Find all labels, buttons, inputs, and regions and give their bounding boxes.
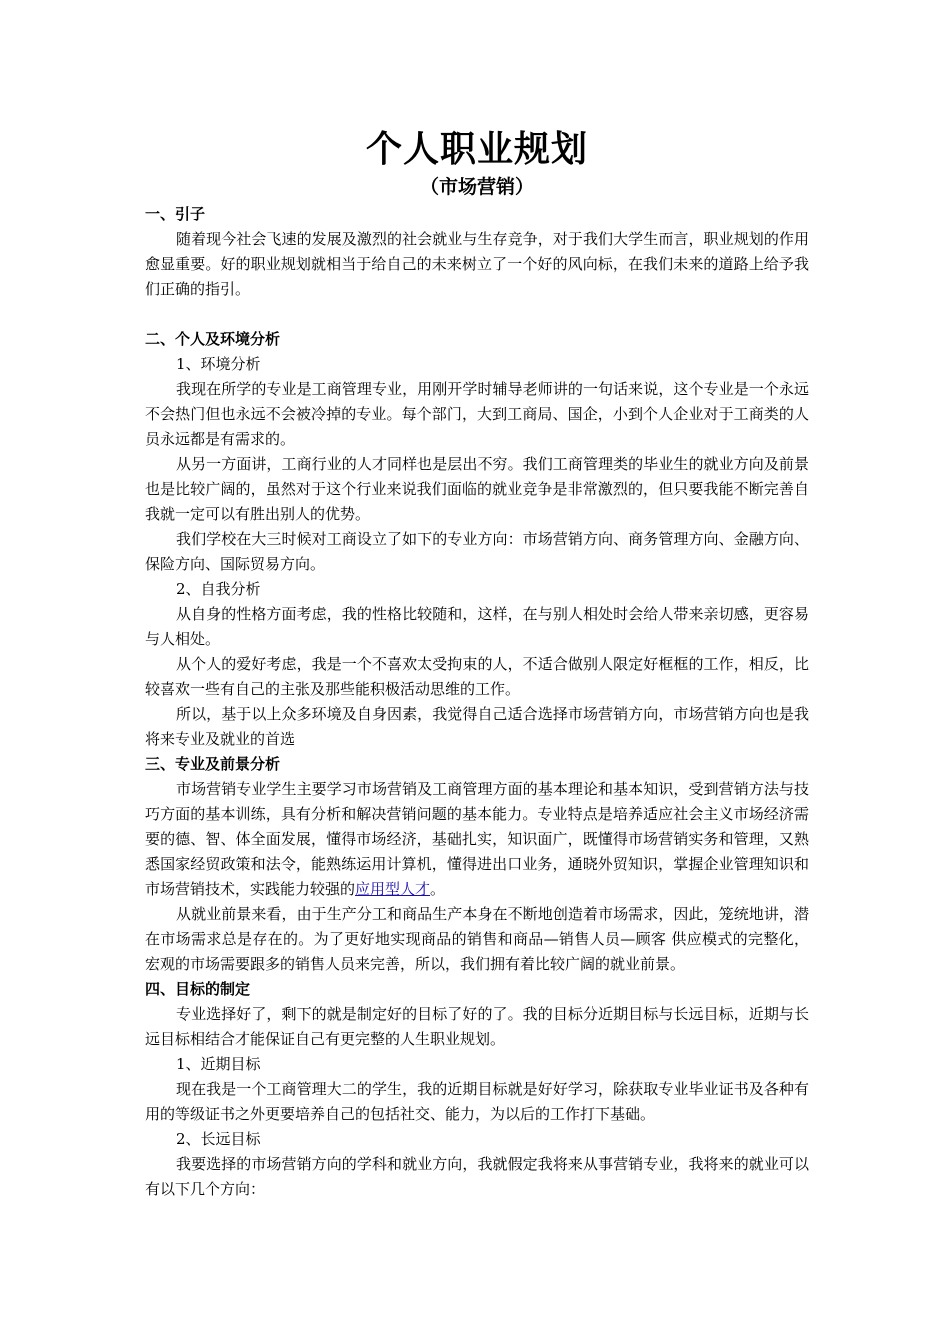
- subheading-self: 2、自我分析: [176, 580, 261, 598]
- applied-talent-link[interactable]: 应用型人才: [355, 880, 431, 898]
- goals-paragraph-3: 我要选择的市场营销方向的学科和就业方向，我就假定我将来从事营销专业，我将来的就业可以有以下几个方向：: [145, 1155, 809, 1198]
- subheading-environment: 1、环境分析: [176, 355, 261, 373]
- analysis-paragraph-4: 从自身的性格方面考虑，我的性格比较随和，这样，在与别人相处时会给人带来亲切感，更容易与人相处。: [145, 605, 809, 648]
- analysis-paragraph-6: 所以，基于以上众多环境及自身因素，我觉得自己适合选择市场营销方向，市场营销方向也是我将来专业及就业的首选: [145, 705, 809, 748]
- major-paragraph-1-text: 市场营销专业学生主要学习市场营销及工商管理方面的基本理论和基本知识，受到营销方法与技巧方面的基本训练，具有分析和解决营销问题的基本能力。专业特点是培养适应社会主义市场经济需要的德、智、体全面发展，懂得市场经济，基础扎实，知识面广，既懂得市场营销实务和管理，又熟悉国家经贸政策和法令，能熟练运用计算机，懂得进出口业务，通晓外贸知识，掌握企业管理知识和市场营销技术，实践能力较强的: [145, 780, 809, 898]
- analysis-paragraph-5: 从个人的爱好考虑，我是一个不喜欢太受拘束的人，不适合做别人限定好框框的工作，相反，比较喜欢一些有自己的主张及那些能积极活动思维的工作。: [145, 655, 809, 698]
- spacer: [145, 302, 809, 327]
- document-subtitle: （市场营销）: [419, 176, 534, 198]
- analysis-paragraph-2: 从另一方面讲，工商行业的人才同样也是层出不穷。我们工商管理类的毕业生的就业方向及前景也是比较广阔的，虽然对于这个行业来说我们面临的就业竞争是非常激烈的，但只要我能不断完善自我就一定可以有胜出别人的优势。: [145, 455, 809, 523]
- goals-paragraph-2: 现在我是一个工商管理大二的学生，我的近期目标就是好好学习，除获取专业毕业证书及各种有用的等级证书之外更要培养自己的包括社交、能力，为以后的工作打下基础。: [145, 1080, 809, 1123]
- analysis-paragraph-1: 我现在所学的专业是工商管理专业，用刚开学时辅导老师讲的一句话来说，这个专业是一个永远不会热门但也永远不会被冷掉的专业。每个部门，大到工商局、国企，小到个人企业对于工商类的人员永远都是有需求的。: [145, 380, 809, 448]
- subheading-short-term: 1、近期目标: [176, 1055, 261, 1073]
- major-paragraph-1: [145, 777, 809, 902]
- document-title: 个人职业规划: [365, 128, 588, 170]
- goals-paragraph-1: 专业选择好了，剩下的就是制定好的目标了好的了。我的目标分近期目标与长远目标，近期与长远目标相结合才能保证自己有更完整的人生职业规划。: [145, 1005, 809, 1048]
- major-paragraph-1-end: 。: [430, 880, 446, 898]
- intro-paragraph: 随着现今社会飞速的发展及激烈的社会就业与生存竞争，对于我们大学生而言，职业规划的作用愈显重要。好的职业规划就相当于给自己的未来树立了一个好的风向标，在我们未来的道路上给予我们正确的指引。: [145, 230, 809, 298]
- section-heading-major: 三、专业及前景分析: [145, 755, 281, 773]
- section-heading-goals: 四、目标的制定: [145, 980, 251, 998]
- section-heading-analysis: 二、个人及环境分析: [145, 330, 281, 348]
- section-heading-intro: 一、引子: [145, 205, 206, 223]
- document-page: [145, 118, 809, 1202]
- major-paragraph-2: 从就业前景来看，由于生产分工和商品生产本身在不断地创造着市场需求，因此，笼统地讲，潜在市场需求总是存在的。为了更好地实现商品的销售和商品—销售人员—顾客 供应模式的完整化，宏观的市场需要跟多的销售人员来完善，所以，我们拥有着比较广阔的就业前景。: [145, 905, 809, 973]
- subheading-long-term: 2、长远目标: [176, 1130, 261, 1148]
- analysis-paragraph-3: 我们学校在大三时候对工商设立了如下的专业方向：市场营销方向、商务管理方向、金融方向、保险方向、国际贸易方向。: [145, 530, 809, 573]
